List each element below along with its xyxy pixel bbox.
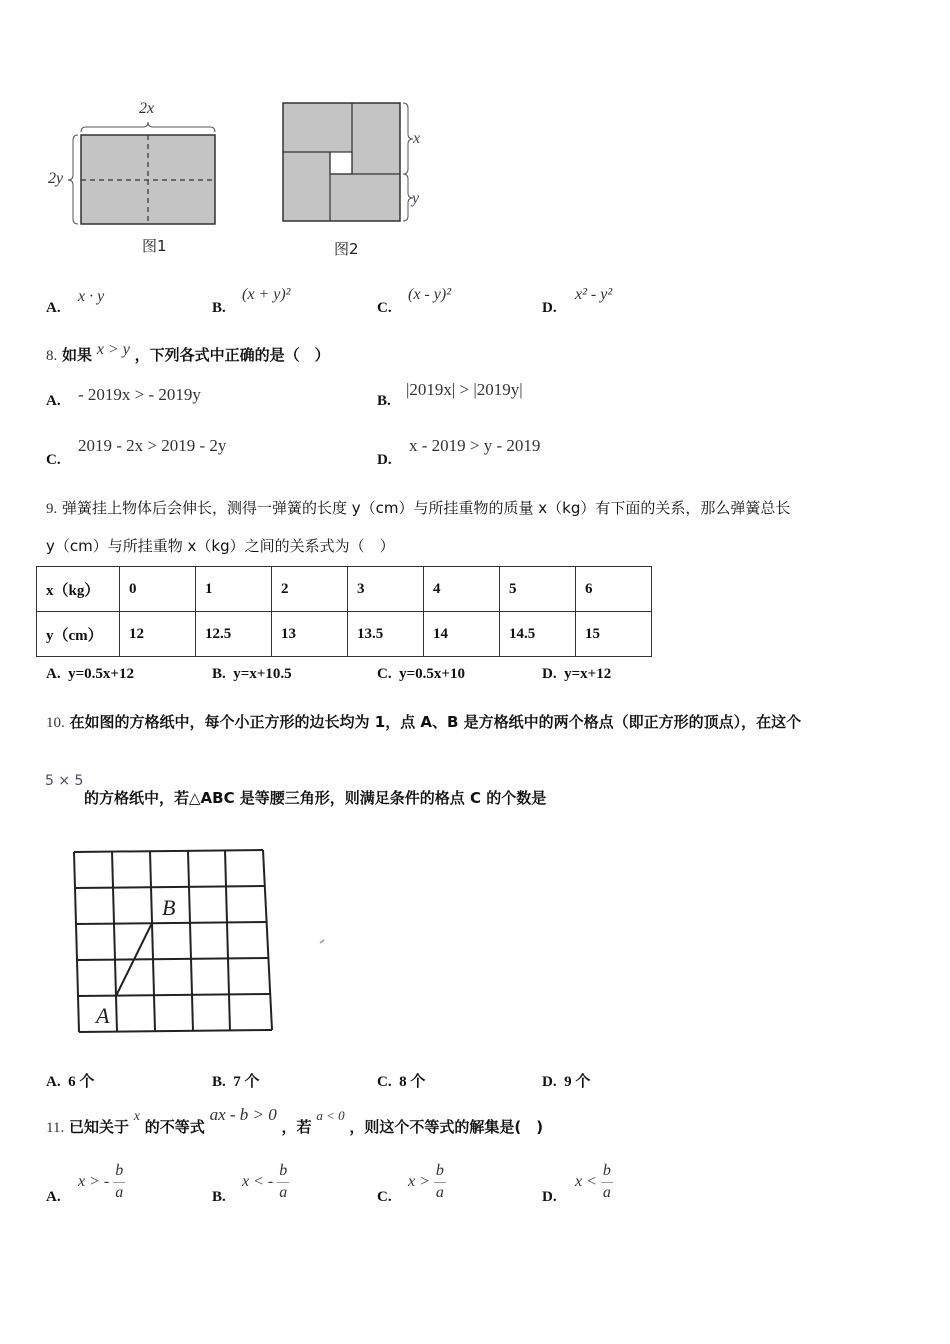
table-cell: x（kg） <box>37 567 120 612</box>
table-row-x <box>37 567 652 612</box>
q9-line1: 弹簧挂上物体后会伸长，测得一弹簧的长度 y（cm）与所挂重物的质量 x（kg）有下面的关系，那么弹簧总长 <box>62 499 791 517</box>
table-cell: 13.5 <box>348 612 424 657</box>
q8-condition: x > y <box>96 341 130 358</box>
q8-option-d-label[interactable]: D. <box>377 452 392 468</box>
q11-stem <box>46 1105 544 1137</box>
numerator: b <box>602 1162 611 1179</box>
denominator: a <box>435 1183 444 1201</box>
table-cell: 2 <box>272 567 348 612</box>
q7-option-d-expr: x² - y² <box>575 286 613 303</box>
q8-option-b-expr: |2019x| > |2019y| <box>406 380 523 399</box>
option-text: y=0.5x+12 <box>68 666 134 682</box>
numerator: b <box>115 1162 124 1179</box>
q9-stem-line2: y（cm）与所挂重物 x（kg）之间的关系式为（ ） <box>46 537 395 555</box>
table-cell: 12 <box>120 612 196 657</box>
q7-option-c-expr: (x - y)² <box>408 286 451 303</box>
q9-option-a[interactable] <box>46 666 134 683</box>
fraction <box>113 1163 125 1202</box>
q8-option-c-label[interactable]: C. <box>46 452 61 468</box>
q8-prefix: 如果 <box>62 346 93 364</box>
q10-option-d[interactable] <box>542 1070 590 1091</box>
q11-var: x <box>133 1109 140 1124</box>
q10-option-a[interactable] <box>46 1070 94 1091</box>
point-a-label: A <box>96 1003 110 1028</box>
option-label: B. <box>212 666 226 682</box>
option-text: 7 个 <box>233 1074 260 1090</box>
table-cell: 12.5 <box>196 612 272 657</box>
q9-number: 9. <box>46 501 58 517</box>
option-label: A. <box>46 666 61 682</box>
figure-1 <box>44 98 224 263</box>
q11-option-d-label[interactable]: D. <box>542 1189 557 1205</box>
option-text: y=0.5x+10 <box>399 666 465 682</box>
q11-part2: 的不等式 <box>144 1118 205 1136</box>
q11-number: 11. <box>46 1120 65 1136</box>
q9-data-table <box>36 566 652 657</box>
denominator: a <box>279 1183 288 1201</box>
table-cell: 4 <box>424 567 500 612</box>
figure-2 <box>278 98 438 263</box>
q10-line1: 在如图的方格纸中，每个小正方形的边长均为 1，点 A、B 是方格纸中的两个格点（即正方形的顶点），在这个 <box>69 713 802 731</box>
option-label: D. <box>542 666 557 682</box>
expr-lhs: x < <box>575 1172 597 1190</box>
q8-option-d-expr: x - 2019 > y - 2019 <box>409 436 541 455</box>
table-cell: 15 <box>576 612 652 657</box>
q7-option-b-expr: (x + y)² <box>242 286 291 303</box>
figure-1-rectangle-diagram <box>44 98 224 263</box>
expr-lhs: x > <box>408 1172 430 1190</box>
q11-option-c-label[interactable]: C. <box>377 1189 392 1205</box>
table-cell: 5 <box>500 567 576 612</box>
q10-grid-size: 5 × 5 <box>45 773 84 789</box>
q7-option-c-label[interactable]: C. <box>377 300 392 316</box>
option-text: 9 个 <box>564 1074 591 1090</box>
table-cell: 14 <box>424 612 500 657</box>
q11-inequality: ax - b > 0 <box>209 1105 277 1124</box>
figure-1-caption: 图1 <box>142 237 167 255</box>
table-cell: 3 <box>348 567 424 612</box>
fraction <box>434 1163 446 1202</box>
q7-option-b-label[interactable]: B. <box>212 300 226 316</box>
q10-number: 10. <box>46 715 65 731</box>
label-2y: 2y <box>48 170 64 187</box>
q8-option-b-label[interactable]: B. <box>377 393 391 409</box>
option-label: A. <box>46 1074 61 1090</box>
option-text: 6 个 <box>68 1074 95 1090</box>
q9-option-b[interactable] <box>212 666 292 683</box>
option-text: 8 个 <box>399 1074 426 1090</box>
label-y: y <box>412 190 420 207</box>
label-x: x <box>413 130 421 147</box>
figure-2-caption: 图2 <box>334 240 359 258</box>
q9-option-c[interactable] <box>377 666 465 683</box>
q10-grid-figure <box>68 843 338 1038</box>
q11-option-a-expr <box>78 1163 125 1202</box>
q8-suffix: ，下列各式中正确的是（ ） <box>134 346 330 364</box>
q8-option-c-expr: 2019 - 2x > 2019 - 2y <box>78 436 227 455</box>
option-label: C. <box>377 666 392 682</box>
q11-part1: 已知关于 <box>68 1118 129 1136</box>
q11-condition: a < 0 <box>316 1108 345 1123</box>
table-cell: 14.5 <box>500 612 576 657</box>
point-b-label: B <box>162 895 176 920</box>
table-row-y <box>37 612 652 657</box>
q11-option-d-expr <box>575 1163 613 1202</box>
q8-option-a-label[interactable]: A. <box>46 393 61 409</box>
label-2x: 2x <box>139 100 155 117</box>
fraction <box>601 1163 613 1202</box>
q11-option-a-label[interactable]: A. <box>46 1189 61 1205</box>
table-cell: 1 <box>196 567 272 612</box>
table-cell: y（cm） <box>37 612 120 657</box>
numerator: b <box>435 1162 444 1179</box>
option-label: C. <box>377 1074 392 1090</box>
figure-2-square-diagram <box>278 98 438 228</box>
option-label: B. <box>212 1074 226 1090</box>
q10-option-b[interactable] <box>212 1070 260 1091</box>
q9-stem-line1 <box>46 497 790 518</box>
q10-stem-line1 <box>46 711 801 732</box>
q11-option-c-expr <box>408 1163 446 1202</box>
expr-lhs: x < - <box>242 1172 274 1190</box>
q10-option-c[interactable] <box>377 1070 425 1091</box>
denominator: a <box>602 1183 611 1201</box>
q7-option-d-label[interactable]: D. <box>542 300 557 316</box>
q11-part4: ，则这个不等式的解集是( ) <box>349 1118 544 1136</box>
table-cell: 13 <box>272 612 348 657</box>
q11-option-b-label[interactable]: B. <box>212 1189 226 1205</box>
q9-option-d[interactable] <box>542 666 611 683</box>
table-cell: 6 <box>576 567 652 612</box>
option-text: y=x+10.5 <box>233 666 292 682</box>
fraction <box>277 1163 289 1202</box>
q7-option-a-label[interactable]: A. <box>46 300 61 316</box>
table-cell: 0 <box>120 567 196 612</box>
expr-lhs: x > - <box>78 1172 110 1190</box>
q8-option-a-expr: - 2019x > - 2019y <box>78 385 201 404</box>
q8-stem <box>46 341 330 365</box>
q11-option-b-expr <box>242 1163 289 1202</box>
q11-part3: ，若 <box>281 1118 312 1136</box>
option-text: y=x+12 <box>564 666 612 682</box>
numerator: b <box>279 1162 288 1179</box>
option-label: D. <box>542 1074 557 1090</box>
q7-option-a-expr: x · y <box>78 288 105 305</box>
q8-number: 8. <box>46 348 58 364</box>
q10-stem-line2: 的方格纸中，若△ABC 是等腰三角形，则满足条件的格点 C 的个数是 <box>84 789 547 807</box>
denominator: a <box>115 1183 124 1201</box>
